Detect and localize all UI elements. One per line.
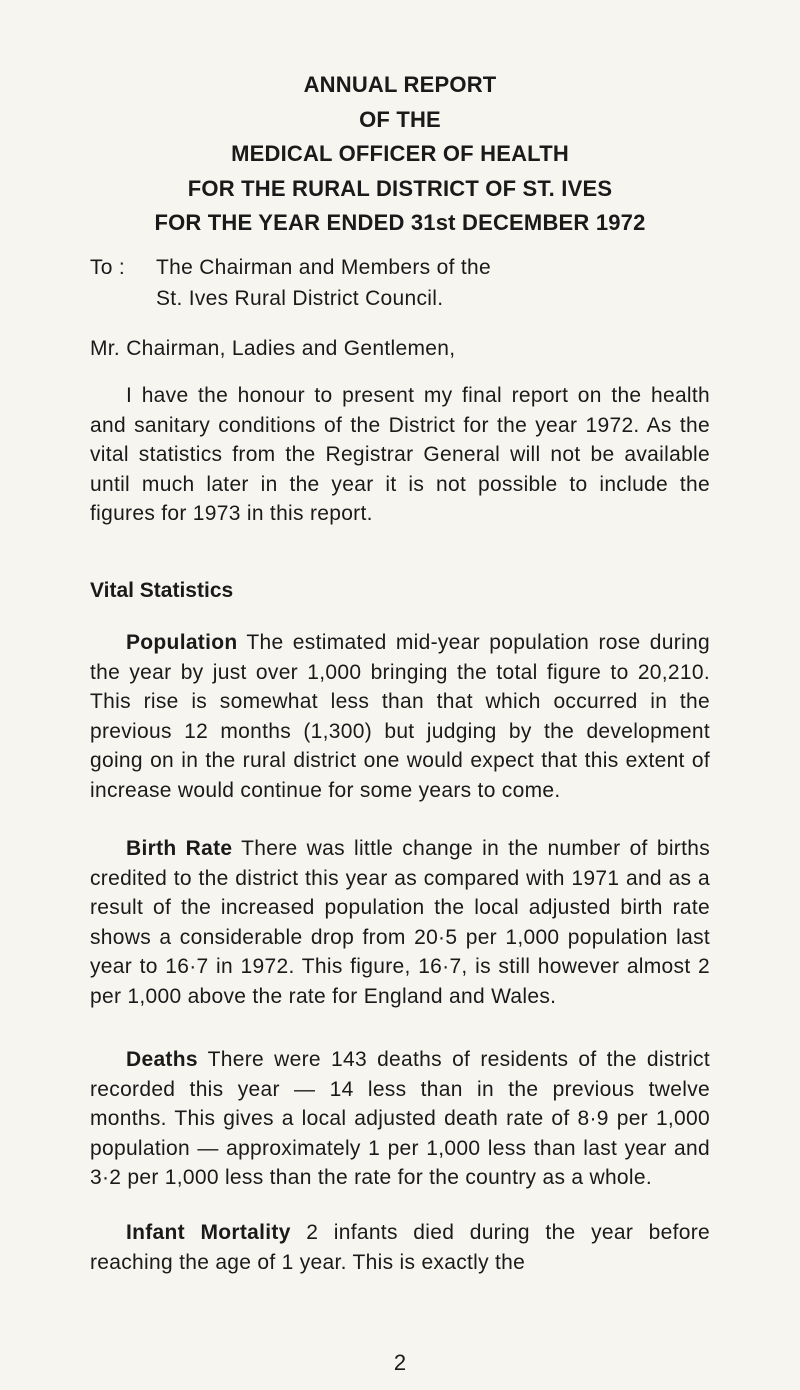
population-paragraph [90,628,710,805]
title-line-2: OF THE [359,106,441,132]
title-line-4: FOR THE RURAL DISTRICT OF ST. IVES [187,175,613,201]
infant-mortality-text: 2 infants died during the year before reaching the age of 1 year. This is exactly the [90,1221,711,1274]
addressee-row-1 [90,252,491,283]
infant-mortality-heading: Infant Mortality [126,1221,291,1244]
birth-rate-text: There was little change in the number of births credited to the district this year as compared with 1971 and as a result of the increased population the local adjusted birth rate shows a considerable drop from 20·5 per 1,000 population last year to 16·7 in 1972. This figure, 16·7, is still however almost 2 per 1,000 above the rate for England and Wales. [90,837,710,1008]
addressee-label: To : [90,256,126,279]
addressee-line-2: St. Ives Rural District Council. [156,287,444,310]
title-line-5: FOR THE YEAR ENDED 31st DECEMBER 1972 [154,210,646,235]
report-title [0,68,800,241]
section-heading-vital-statistics: Vital Statistics [90,579,234,602]
salutation: Mr. Chairman, Ladies and Gentlemen, [90,337,456,360]
population-heading: Population [126,631,238,654]
birth-rate-heading: Birth Rate [126,837,233,860]
addressee-line-1: The Chairman and Members of the [156,256,491,279]
population-text: The estimated mid-year population rose during the year by just over 1,000 bringing the total figure to 20,210. This rise is somewhat less than that which occurred in the previous 12 months (1,300) but judging by the development going on in the rural district one would expect that this extent of increase would continue for some years to come. [90,631,710,802]
deaths-heading: Deaths [126,1048,198,1071]
page-number: 2 [393,1350,407,1375]
addressee-row-2 [90,283,491,314]
title-line-3: MEDICAL OFFICER OF HEALTH [231,141,569,166]
deaths-text: There were 143 deaths of residents of the district recorded this year — 14 less than in the previous twelve months. This gives a local adjusted death rate of 8·9 per 1,000 population — approximately 1 per 1,000 less than last year and 3·2 per 1,000 less than the rate for the country as a whole. [90,1048,710,1189]
infant-mortality-paragraph [90,1218,710,1277]
intro-paragraph: I have the honour to present my final report on the health and sanitary conditions of the District for the year 1972. As the vital statistics from the Registrar General will not be available until much later in the year it is not possible to include the figures for 1973 in this report. [90,384,710,525]
addressee-block [90,252,491,314]
title-line-1: ANNUAL REPORT [303,72,497,97]
birth-rate-paragraph [90,834,710,1011]
addressee-spacer [90,283,156,314]
deaths-paragraph [90,1045,710,1193]
